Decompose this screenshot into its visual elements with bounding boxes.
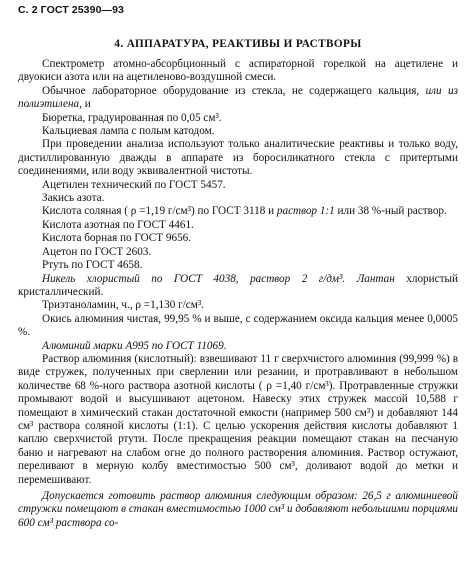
italic-text: или из полиэтилена, [18, 84, 458, 111]
paragraph [18, 259, 458, 272]
paragraph [18, 353, 458, 487]
italic-text: Допускается готовить раствор алюминия следующим образом: 26,5 г алюминиевой стружки помещают в стакан вместимостью 1000 см³ и добавляют небольшими порциями 600 см³ раствора со- [18, 490, 458, 529]
paragraph [18, 340, 458, 353]
text-run: или 38 %-ный раствор. [334, 205, 447, 218]
text-run: Обычное лабораторное оборудование из стекла, не содержащего кальция, [42, 84, 426, 97]
paragraph [18, 273, 458, 300]
paragraph [18, 138, 458, 178]
paragraph [18, 192, 458, 205]
paragraph [18, 125, 458, 138]
paragraph [18, 313, 458, 340]
page-header: С. 2 ГОСТ 25390—93 [18, 4, 124, 16]
text-run: Кальциевая лампа с полым катодом. [42, 125, 215, 138]
text-run: Раствор алюминия (кислотный): взвешивают 11 г сверхчистого алюминия (99,999 %) в виде стружек, полученных при сверлении или резании, и протравливают в небольшом количестве 68 %-ного раствора азотной кислоты ( ρ =1,40 г/см³). Протравленные стружки промывают водой и высушивают ацетоном. Навеску этих стружек массой 10,588 г помещают в химический стакан достаточной емкости (например 500 см³) и добавляют 144 см³ раствора соляной кислоты (1:1). С целью ускорения действия кислоты добавляют 1 каплю сверхчистой ртути. После прекращения реакции помещают стакан на песчаную баню и нагревают на слабом огне до полного растворения алюминия. Раствор остужают, переливают в мерную колбу вместимостью 500 см³, доливают водой до метки и перемешивают. [18, 352, 458, 486]
text-run: Ацетон по ГОСТ 2603. [42, 245, 152, 258]
text-run: Ацетилен технический по ГОСТ 5457. [42, 178, 226, 191]
italic-text: Алюминий марки А995 по ГОСТ 11069. [42, 339, 227, 352]
text-run: При проведении анализа используют только аналитические реактивы и только воду, дистиллированную дважды в аппарате из боросиликатного стекла с притертыми соединениями, или воду эквивалентной чистоты. [18, 138, 458, 178]
paragraph [18, 246, 458, 259]
text-run: Закись азота. [42, 192, 105, 205]
text-run: Спектрометр атомно-абсорбционный с аспираторной горелкой на ацетилене и двуокиси азота или на ацетиленово-воздушной смеси. [18, 58, 458, 84]
text-run: Бюретка, градуированная по 0,05 см³. [42, 111, 222, 124]
paragraph [18, 179, 458, 192]
text-run: Кислота азотная по ГОСТ 4461. [42, 218, 194, 231]
paragraph [18, 299, 458, 312]
paragraph [18, 219, 458, 232]
text-run: и [81, 98, 91, 111]
text-run: Ртуть по ГОСТ 4658. [42, 259, 143, 272]
paragraph [18, 58, 458, 85]
text-run: хлористый кристаллический. [18, 272, 459, 298]
document-body [18, 58, 458, 530]
italic-text: Никель хлористый по ГОСТ 4038, раствор 2 г/дм³. Лантан [42, 272, 395, 285]
paragraph [18, 112, 458, 125]
text-run: Триэтаноламин, ч., ρ =1,130 г/см³. [42, 299, 204, 312]
text-run: Кислота соляная ( ρ =1,19 г/см³) по ГОСТ 3118 и [42, 205, 277, 218]
text-run: Кислота борная по ГОСТ 9656. [42, 232, 192, 245]
section-title: 4. АППАРАТУРА, РЕАКТИВЫ И РАСТВОРЫ [114, 38, 362, 50]
paragraph [18, 232, 458, 245]
paragraph [18, 490, 458, 530]
paragraph [18, 85, 458, 112]
text-run: Окись алюминия чистая, 99,95 % и выше, с содержанием оксида кальция менее 0,0005 %. [18, 312, 458, 339]
italic-text: раствор 1:1 [276, 205, 335, 218]
paragraph [18, 205, 458, 218]
